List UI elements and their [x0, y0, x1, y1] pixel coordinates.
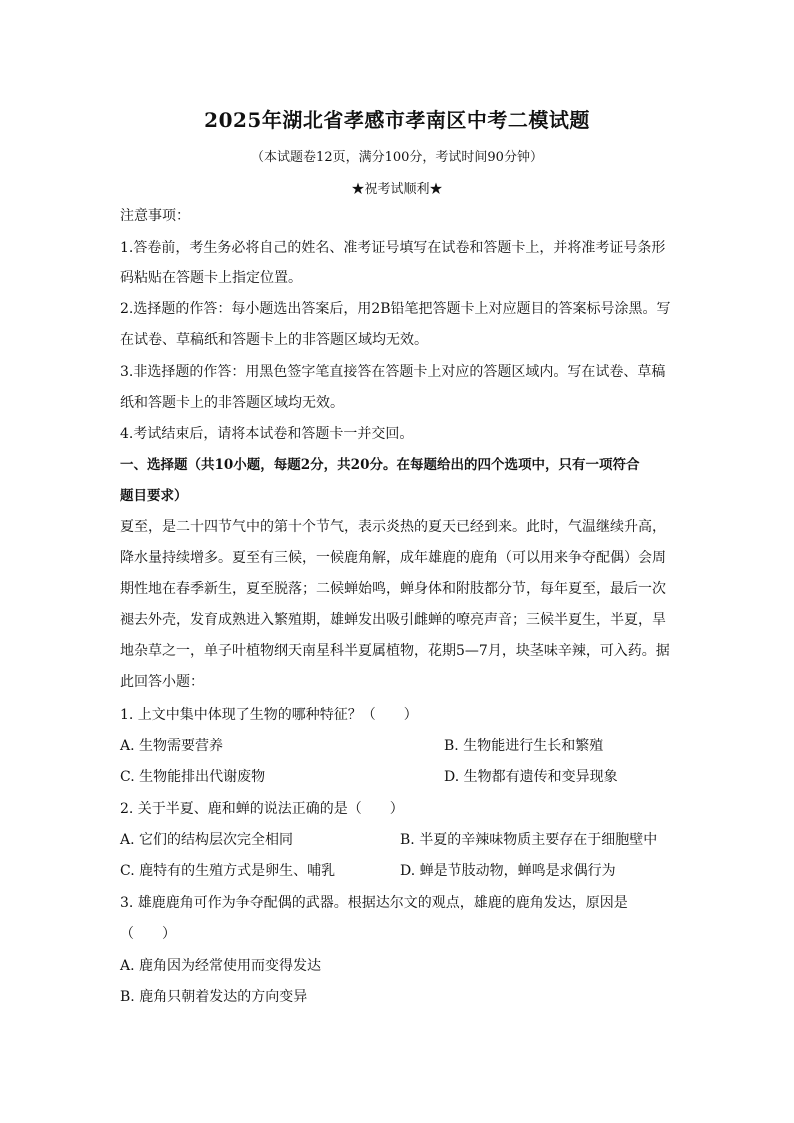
question-3-option-b: B. 鹿角只朝着发达的方向变异 — [120, 989, 308, 1005]
note-line: 4.考试结束后，请将本试卷和答题卡一并交回。 — [120, 426, 414, 442]
section-heading-cont: 题目要求） — [120, 488, 188, 504]
question-3-stem: 3. 雄鹿鹿角可作为争夺配偶的武器。根据达尔文的观点，雄鹿的鹿角发达，原因是 — [120, 895, 628, 911]
note-line: 纸和答题卡上的非答题区域均无效。 — [120, 395, 344, 411]
note-line: 在试卷、草稿纸和答题卡上的非答题区域均无效。 — [120, 332, 428, 348]
question-1-option-c: C. 生物能排出代谢废物 — [120, 769, 266, 785]
question-2-option-d: D. 蝉是节肢动物，蝉鸣是求偶行为 — [400, 863, 616, 879]
note-line: 3.非选择题的作答：用黑色签字笔直接答在答题卡上对应的答题区域内。写在试卷、草稿 — [120, 364, 666, 380]
note-line: 2.选择题的作答：每小题选出答案后，用2B铅笔把答题卡上对应题目的答案标号涂黑。写 — [120, 301, 671, 317]
exam-info: （本试题卷12页，满分100分，考试时间90分钟） — [251, 150, 543, 165]
note-line: 码粘贴在答题卡上指定位置。 — [120, 270, 302, 286]
question-2-option-c: C. 鹿特有的生殖方式是卵生、哺乳 — [120, 863, 336, 879]
question-1-option-a: A. 生物需要营养 — [120, 738, 224, 754]
question-2-stem: 2. 关于半夏、鹿和蝉的说法正确的是（ ） — [120, 801, 404, 817]
section-heading: 一、选择题（共10小题，每题2分，共20分。在每题给出的四个选项中，只有一项符合 — [120, 457, 640, 473]
question-2-option-a: A. 它们的结构层次完全相同 — [120, 832, 294, 848]
notes-heading: 注意事项： — [120, 208, 190, 224]
passage-line: 地杂草之一，单子叶植物纲天南星科半夏属植物，花期5—7月，块茎味辛辣，可入药。据 — [120, 643, 670, 659]
question-1-option-d: D. 生物都有遗传和变异现象 — [444, 769, 618, 785]
page-title: 2025年湖北省孝感市孝南区中考二模试题 — [204, 108, 590, 132]
question-3-stem-cont: （ ） — [120, 926, 176, 942]
question-1-option-b: B. 生物能进行生长和繁殖 — [444, 738, 604, 754]
passage-line: 期性地在春季新生，夏至脱落；二候蝉始鸣，蝉身体和附肢都分节，每年夏至，最后一次 — [120, 581, 666, 597]
passage-line: 降水量持续增多。夏至有三候，一候鹿角解，成年雄鹿的鹿角（可以用来争夺配偶）会周 — [120, 550, 666, 566]
passage-line: 夏至，是二十四节气中的第十个节气，表示炎热的夏天已经到来。此时，气温继续升高， — [120, 519, 666, 535]
question-1-stem: 1. 上文中集中体现了生物的哪种特征？（ ） — [120, 707, 418, 723]
question-3-option-a: A. 鹿角因为经常使用而变得发达 — [120, 958, 322, 974]
question-2-option-b: B. 半夏的辛辣味物质主要存在于细胞壁中 — [400, 832, 658, 848]
passage-line: 此回答小题： — [120, 674, 204, 690]
good-luck-line: ★祝考试顺利★ — [351, 182, 443, 197]
passage-line: 褪去外壳，发育成熟进入繁殖期，雄蝉发出吸引雌蝉的嘹亮声音；三候半夏生，半夏，旱 — [120, 612, 666, 628]
note-line: 1.答卷前，考生务必将自己的姓名、准考证号填写在试卷和答题卡上，并将准考证号条形 — [120, 240, 666, 256]
